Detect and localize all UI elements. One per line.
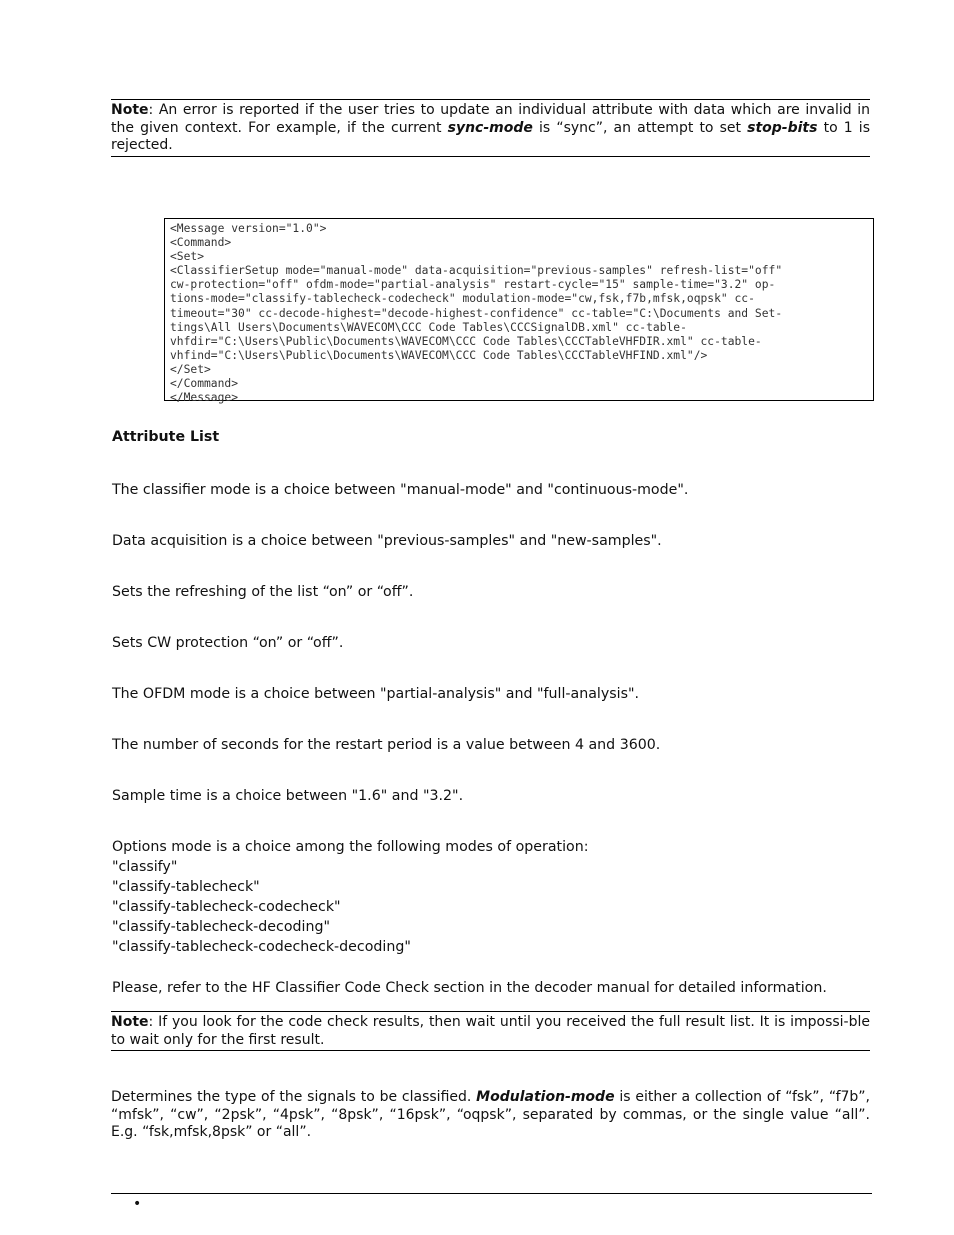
note-text: : An error is reported if the user tries to update an individual attribute with data which are invalid in the given context. For example, if the current (111, 102, 870, 136)
note-text: is “sync”, an attempt to set (532, 119, 748, 136)
footer-divider (111, 1193, 872, 1194)
note-text: to 1 is rejected. (111, 119, 870, 153)
para-refresh-list: Sets the refreshing of the list “on” or “off”. (112, 584, 414, 600)
code-line: vhfdir="C:\Users\Public\Documents\WAVECOM\CCC Code Tables\CCCTableVHFDIR.xml" cc-table- (170, 334, 762, 348)
para-mode: The classifier mode is a choice between "manual-mode" and "continuous-mode". (112, 482, 689, 498)
para-data-acquisition: Data acquisition is a choice between "previous-samples" and "new-samples". (112, 533, 662, 549)
para-cw-protection: Sets CW protection “on” or “off”. (112, 635, 344, 651)
modulation-text: Determines the type of the signals to be classified. (111, 1089, 477, 1105)
note-em-sync-mode: sync-mode (447, 119, 533, 136)
xml-code-block (164, 218, 874, 405)
options-list-item: "classify" (112, 859, 178, 875)
modulation-text: is either a collection of “fsk”, “f7b”, “mfsk”, “cw”, “2psk”, “4psk”, “8psk”, “16psk”, “oqpsk”, separated by commas, or the single value “all”. E.g. “fsk,mfsk,8psk” or “all”. (111, 1089, 871, 1140)
section-heading: Attribute List (112, 429, 220, 445)
para-options-mode: Options mode is a choice among the following modes of operation: (112, 839, 589, 855)
code-line: </Command> (170, 377, 239, 391)
code-line: cw-protection="off" ofdm-mode="partial-analysis" restart-cycle="15" sample-time="3.2" op- (170, 278, 776, 292)
code-line: <ClassifierSetup mode="manual-mode" data-acquisition="previous-samples" refresh-list="off" (170, 264, 783, 278)
note-invalid-attribute (111, 99, 870, 157)
code-line: timeout="30" cc-decode-highest="decode-highest-confidence" cc-table="C:\Documents and Set- (170, 306, 783, 320)
note-em-stop-bits: stop-bits (747, 119, 818, 136)
code-line: <Command> (170, 236, 232, 250)
options-list-item: "classify-tablecheck-codecheck" (112, 899, 341, 915)
footer-bullet: • (133, 1196, 142, 1212)
note-code-check (111, 1011, 870, 1051)
code-line: vhfind="C:\Users\Public\Documents\WAVECOM\CCC Code Tables\CCCTableVHFIND.xml"/> (170, 348, 708, 362)
modulation-em: Modulation-mode (476, 1089, 615, 1105)
code-line: </Message> (170, 391, 239, 405)
code-line: <Set> (170, 250, 205, 264)
para-restart-cycle: The number of seconds for the restart period is a value between 4 and 3600. (112, 737, 661, 753)
para-modulation-mode (111, 1089, 870, 1142)
code-line: tings\All Users\Documents\WAVECOM\CCC Code Tables\CCCSignalDB.xml" cc-table- (170, 320, 687, 334)
para-sample-time: Sample time is a choice between "1.6" and "3.2". (112, 788, 464, 804)
note-label: Note (111, 1014, 149, 1030)
note-label: Note (111, 102, 149, 118)
note-text: : If you look for the code check results, then wait until you received the full result list. It is impossi-ble to wait only for the first result. (111, 1014, 870, 1048)
options-list-item: "classify-tablecheck-decoding" (112, 919, 330, 935)
options-list-item: "classify-tablecheck-codecheck-decoding" (112, 939, 411, 955)
code-line: tions-mode="classify-tablecheck-codecheck" modulation-mode="cw,fsk,f7b,mfsk,oqpsk" cc- (170, 292, 755, 306)
para-ofdm-mode: The OFDM mode is a choice between "partial-analysis" and "full-analysis". (112, 686, 639, 702)
code-line: <Message version="1.0"> (170, 222, 327, 235)
para-refer-manual: Please, refer to the HF Classifier Code Check section in the decoder manual for detailed information. (112, 980, 827, 996)
code-line: </Set> (170, 362, 211, 376)
options-list-item: "classify-tablecheck" (112, 879, 260, 895)
